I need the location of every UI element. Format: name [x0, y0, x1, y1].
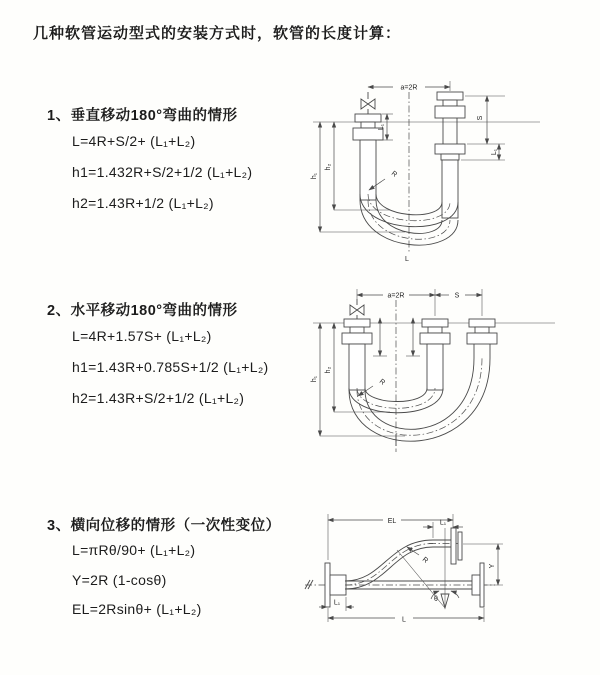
radius-label: R: [377, 378, 387, 387]
dim-label-l1-right: L₁: [491, 148, 498, 156]
section1-heading: 1、垂直移动180°弯曲的情形: [47, 108, 238, 124]
hose-assembly-drawing: [305, 528, 495, 608]
dim-label-l1-left: L₁: [378, 123, 385, 131]
dim-label-y: Y: [489, 563, 496, 569]
hose-assembly-drawing: [313, 92, 540, 252]
dim-label-h2: h₂: [325, 366, 332, 374]
middle-fitting: [420, 319, 450, 390]
dim-label-a2r: a=2R: [387, 292, 405, 300]
section1-formula-l: L=4R+S/2+ (L₁+L₂): [72, 133, 196, 149]
dim-label-h1: h₁: [311, 172, 318, 180]
hose-assembly-drawing: [313, 299, 555, 452]
section2-formula-h1: h1=1.43R+0.785S+1/2 (L₁+L₂): [72, 359, 269, 375]
hose-s-curve-displaced: [345, 540, 462, 589]
dim-label-l1-bottom: L₁: [333, 599, 341, 607]
section2-heading: 2、水平移动180°弯曲的情形: [47, 303, 238, 319]
diagram-lateral-displacement: [295, 500, 600, 655]
page-title: 几种软管运动型式的安装方式时，软管的长度计算：: [33, 25, 402, 42]
section3-formula-l: L=πRθ/90+ (L₁+L₂): [72, 542, 196, 558]
valve-icon: [350, 299, 364, 319]
length-label: L: [405, 256, 409, 263]
dim-label-h2: h₂: [325, 163, 332, 171]
left-fitting: [342, 319, 372, 390]
centerline-break-mark: [305, 580, 313, 589]
right-flange-original: [472, 563, 484, 607]
dim-label-a2r: a=2R: [400, 84, 418, 92]
dim-label-l1-top: L₁: [439, 519, 447, 527]
diagram3-dimensions: [319, 514, 503, 624]
diagram1-dimensions: [311, 81, 505, 263]
diagram2-dimensions: [311, 289, 482, 436]
right-fitting: [467, 319, 497, 358]
radius-label: R: [389, 170, 399, 179]
upper-flange-displaced: [451, 528, 462, 564]
diagram-horizontal-180-bend: [305, 278, 590, 470]
section3-formula-y: Y=2R (1-cosθ): [72, 572, 167, 588]
valve-icon: [361, 92, 375, 114]
hose-u-bend-moved: [349, 358, 490, 441]
dim-label-h1: h₁: [311, 375, 318, 383]
radius-label: R: [420, 556, 430, 565]
section3-formula-el: EL=2Rsinθ+ (L₁+L₂): [72, 601, 202, 617]
diagram-vertical-180-bend: [305, 72, 590, 268]
dim-label-s: S: [477, 115, 484, 121]
section3-heading: 3、横向位移的情形（一次性变位）: [47, 518, 281, 534]
section2-formula-h2: h2=1.43R+S/2+1/2 (L₁+L₂): [72, 390, 245, 406]
section1-formula-h2: h2=1.43R+1/2 (L₁+L₂): [72, 195, 214, 211]
section2-formula-l: L=4R+1.57S+ (L₁+L₂): [72, 328, 212, 344]
section1-formula-h1: h1=1.432R+S/2+1/2 (L₁+L₂): [72, 164, 253, 180]
dim-label-s: S: [454, 292, 460, 300]
dim-label-l: L: [402, 616, 406, 624]
right-fitting: [435, 92, 465, 218]
angle-label-theta: θ: [434, 596, 438, 603]
dim-label-el: EL: [387, 518, 397, 525]
